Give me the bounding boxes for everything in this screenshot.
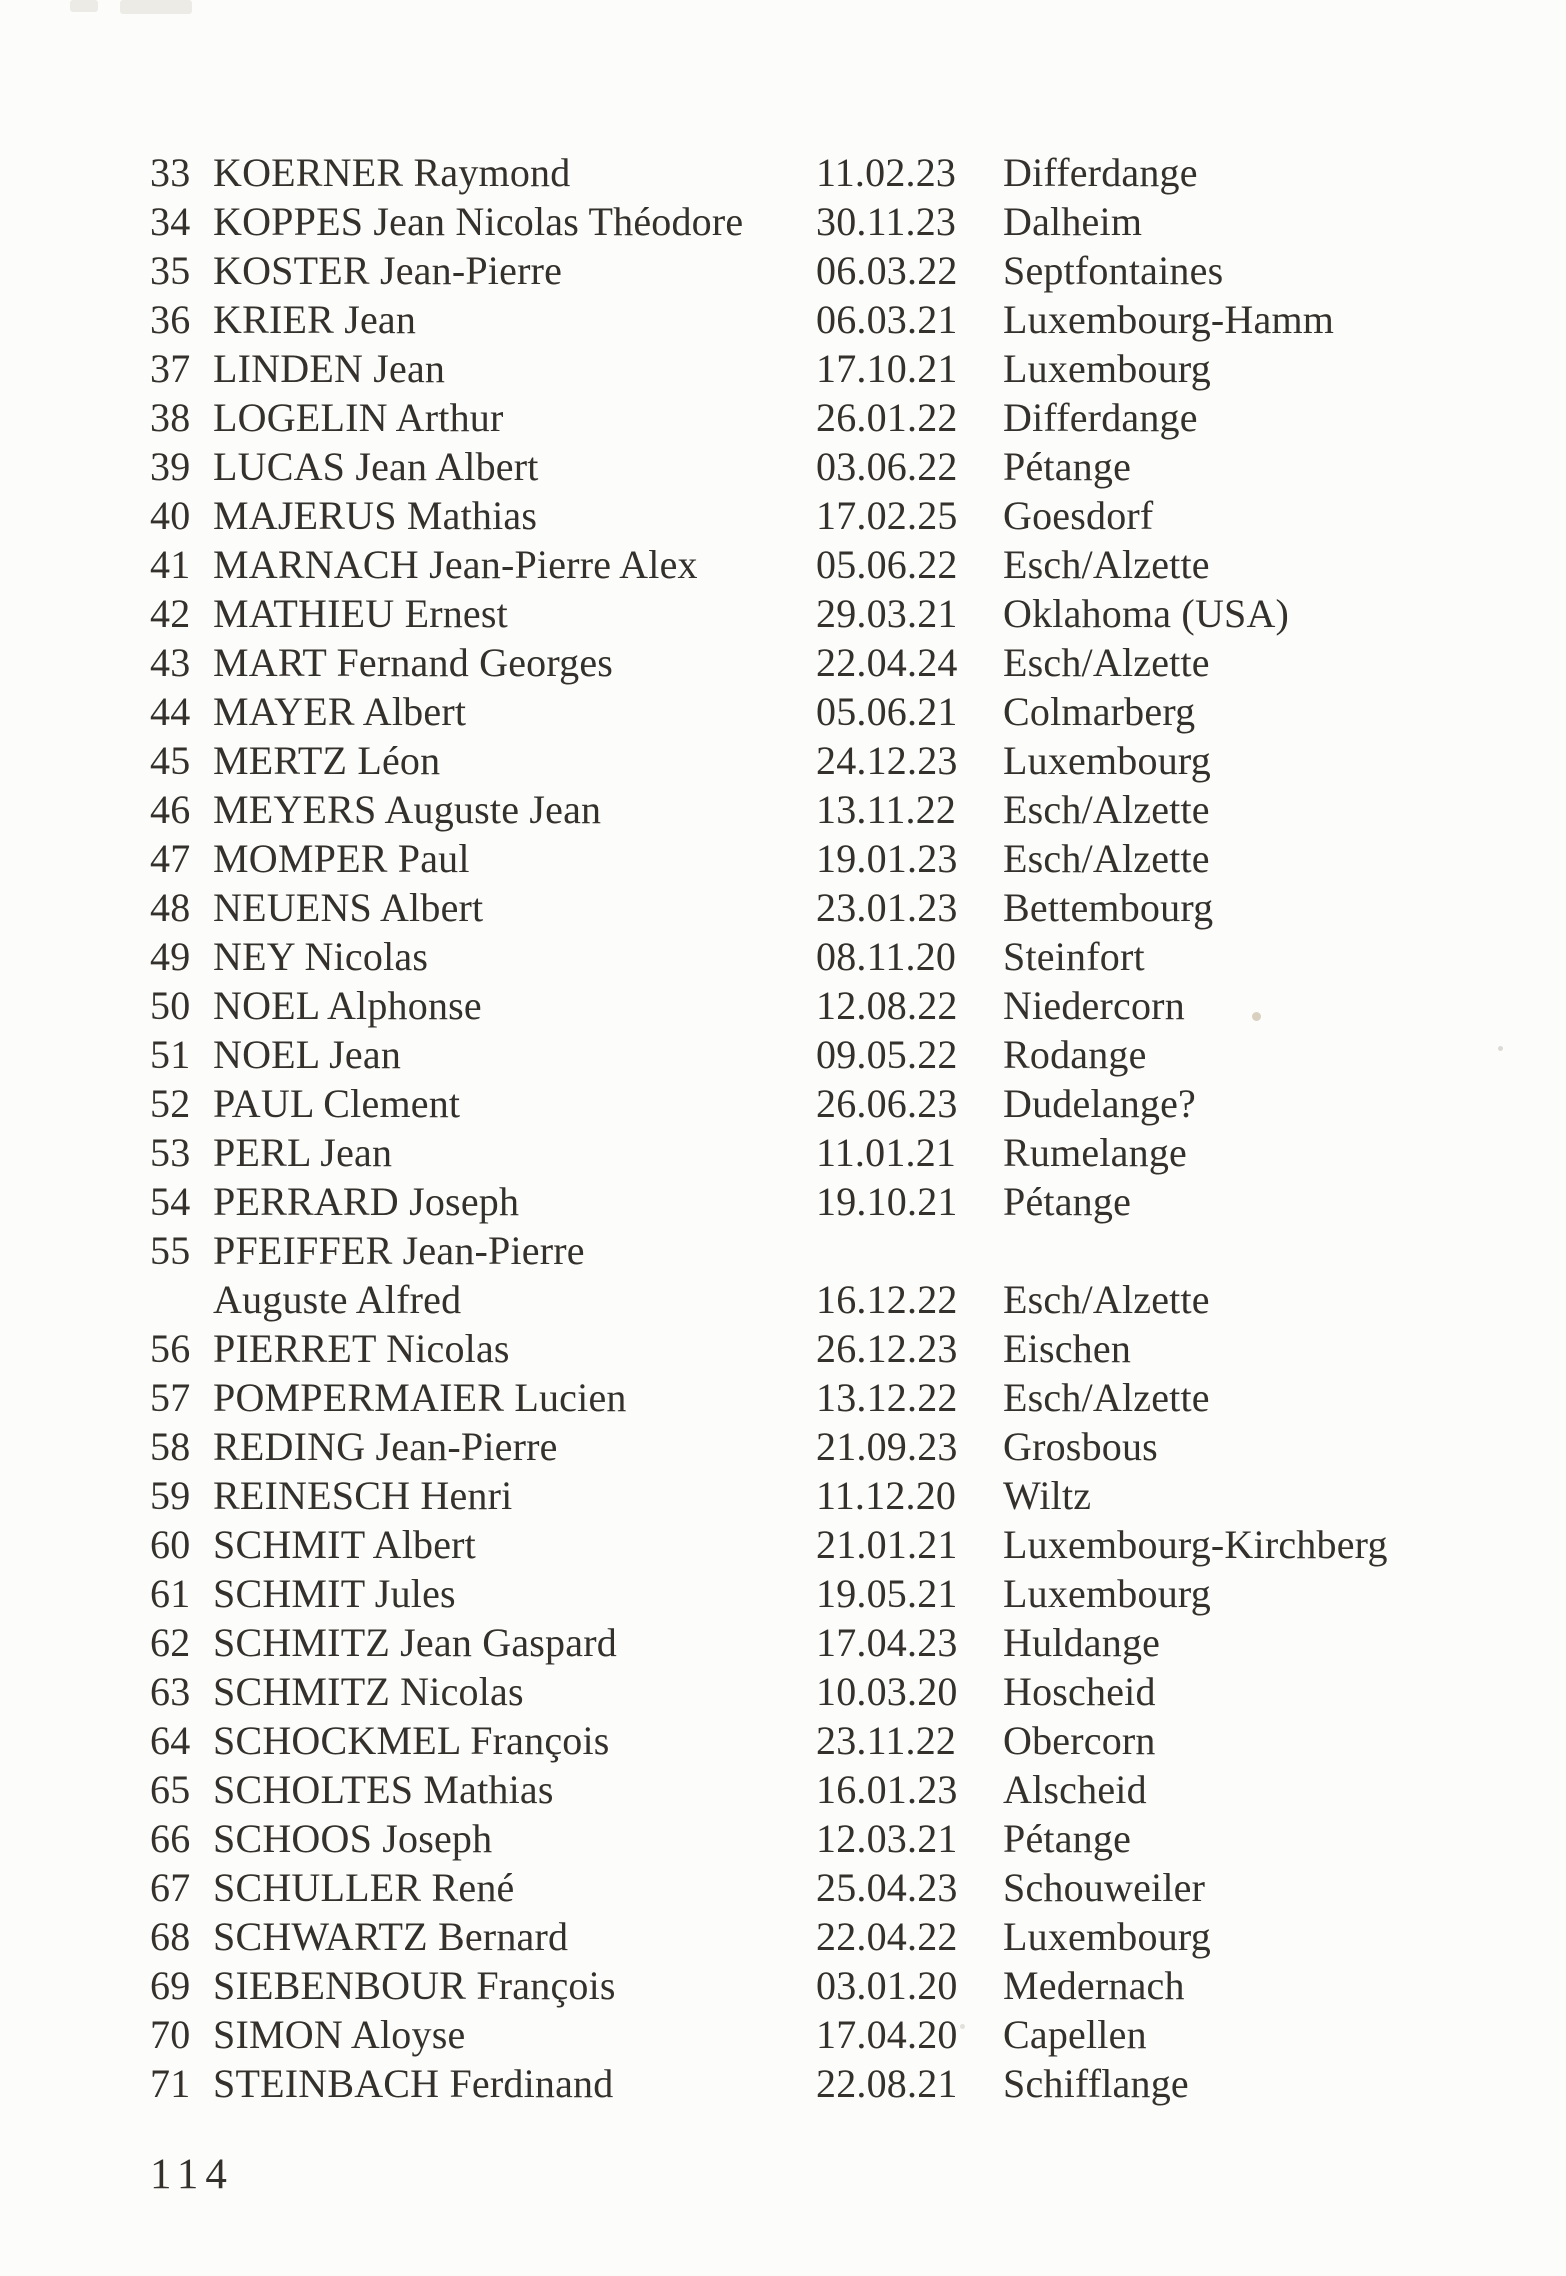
row-birth-date: 26.12.23 (816, 1326, 958, 1371)
row-birth-date: 11.12.20 (816, 1473, 957, 1518)
row-birth-date: 08.11.20 (816, 934, 957, 979)
row-birth-date: 06.03.21 (816, 297, 958, 342)
row-name: MART Fernand Georges (213, 640, 614, 685)
row-birth-place: Capellen (1003, 2012, 1147, 2057)
list-row (0, 1961, 1566, 2010)
row-birth-place: Esch/Alzette (1003, 542, 1210, 587)
row-birth-date: 22.04.24 (816, 640, 958, 685)
row-number: 39 (150, 444, 191, 489)
row-birth-place: Luxembourg-Hamm (1003, 297, 1335, 342)
row-birth-place: Luxembourg (1003, 738, 1211, 783)
list-row (0, 1618, 1566, 1667)
row-number: 66 (150, 1816, 191, 1861)
row-birth-date: 05.06.21 (816, 689, 958, 734)
row-birth-date: 13.12.22 (816, 1375, 958, 1420)
row-birth-date: 19.05.21 (816, 1571, 958, 1616)
row-birth-place: Esch/Alzette (1003, 640, 1210, 685)
row-name: KOSTER Jean-Pierre (213, 248, 563, 293)
list-row (0, 2059, 1566, 2108)
list-row (0, 1863, 1566, 1912)
row-birth-place: Pétange (1003, 444, 1132, 489)
row-number: 34 (150, 199, 191, 244)
row-birth-place: Luxembourg (1003, 1571, 1211, 1616)
row-name: PIERRET Nicolas (213, 1326, 510, 1371)
list-row (0, 1128, 1566, 1177)
row-name: SCHOCKMEL François (213, 1718, 610, 1763)
row-birth-place: Colmarberg (1003, 689, 1196, 734)
row-name: MEYERS Auguste Jean (213, 787, 602, 832)
row-birth-place: Luxembourg-Kirchberg (1003, 1522, 1388, 1567)
row-number: 57 (150, 1375, 191, 1420)
row-birth-date: 30.11.23 (816, 199, 957, 244)
row-birth-place: Grosbous (1003, 1424, 1158, 1469)
row-birth-date: 09.05.22 (816, 1032, 958, 1077)
row-number: 52 (150, 1081, 191, 1126)
list-row (0, 344, 1566, 393)
row-number: 51 (150, 1032, 191, 1077)
row-name: MARNACH Jean-Pierre Alex (213, 542, 698, 587)
row-name: MOMPER Paul (213, 836, 470, 881)
list-row (0, 1814, 1566, 1863)
row-name: MAYER Albert (213, 689, 467, 734)
list-row (0, 638, 1566, 687)
row-birth-date: 03.01.20 (816, 1963, 958, 2008)
row-number: 42 (150, 591, 191, 636)
row-birth-place: Alscheid (1003, 1767, 1147, 1812)
row-number: 35 (150, 248, 191, 293)
row-name: LOGELIN Arthur (213, 395, 504, 440)
row-birth-place: Wiltz (1003, 1473, 1092, 1518)
row-birth-place: Steinfort (1003, 934, 1145, 979)
list-row (0, 1324, 1566, 1373)
scan-smudge (120, 0, 192, 14)
list-row (0, 1765, 1566, 1814)
row-birth-date: 23.01.23 (816, 885, 958, 930)
row-number: 68 (150, 1914, 191, 1959)
list-row (0, 540, 1566, 589)
row-number: 33 (150, 150, 191, 195)
row-birth-place: Septfontaines (1003, 248, 1224, 293)
row-birth-date: 19.01.23 (816, 836, 958, 881)
row-number: 40 (150, 493, 191, 538)
list-row (0, 1226, 1566, 1275)
row-birth-place: Esch/Alzette (1003, 787, 1210, 832)
row-birth-place: Schouweiler (1003, 1865, 1206, 1910)
row-name: NOEL Jean (213, 1032, 402, 1077)
row-birth-place: Esch/Alzette (1003, 836, 1210, 881)
list-row (0, 1716, 1566, 1765)
row-birth-date: 05.06.22 (816, 542, 958, 587)
row-name: SCHWARTZ Bernard (213, 1914, 569, 1959)
row-birth-place: Rodange (1003, 1032, 1147, 1077)
row-birth-date: 29.03.21 (816, 591, 958, 636)
list-row (0, 1079, 1566, 1128)
list-row (0, 1912, 1566, 1961)
row-name: SCHULLER René (213, 1865, 515, 1910)
row-name: SIMON Aloyse (213, 2012, 466, 2057)
row-birth-place: Huldange (1003, 1620, 1161, 1665)
row-birth-place: Medernach (1003, 1963, 1185, 2008)
row-name: PERRARD Joseph (213, 1179, 520, 1224)
list-row (0, 1030, 1566, 1079)
row-birth-date: 11.01.21 (816, 1130, 957, 1175)
row-number: 54 (150, 1179, 191, 1224)
row-birth-date: 17.04.23 (816, 1620, 958, 1665)
row-name: NOEL Alphonse (213, 983, 482, 1028)
row-number: 63 (150, 1669, 191, 1714)
row-birth-date: 16.01.23 (816, 1767, 958, 1812)
list-row (0, 197, 1566, 246)
row-birth-date: 22.04.22 (816, 1914, 958, 1959)
row-birth-place: Dalheim (1003, 199, 1143, 244)
row-number: 45 (150, 738, 191, 783)
row-name: KOPPES Jean Nicolas Théodore (213, 199, 744, 244)
list-row (0, 736, 1566, 785)
name-list (0, 148, 1566, 2108)
row-number: 58 (150, 1424, 191, 1469)
row-birth-place: Oklahoma (USA) (1003, 591, 1290, 636)
row-birth-place: Esch/Alzette (1003, 1277, 1210, 1322)
row-birth-place: Goesdorf (1003, 493, 1154, 538)
row-birth-date: 19.10.21 (816, 1179, 958, 1224)
row-birth-place: Dudelange? (1003, 1081, 1197, 1126)
row-number: 53 (150, 1130, 191, 1175)
scan-smudge (70, 0, 98, 12)
row-name: PERL Jean (213, 1130, 393, 1175)
row-name: MAJERUS Mathias (213, 493, 538, 538)
row-name: PFEIFFER Jean-Pierre (213, 1228, 585, 1273)
list-row (0, 1373, 1566, 1422)
list-row (0, 932, 1566, 981)
row-name: SCHMITZ Jean Gaspard (213, 1620, 617, 1665)
row-birth-date: 26.06.23 (816, 1081, 958, 1126)
row-name: Auguste Alfred (213, 1277, 462, 1322)
list-row (0, 981, 1566, 1030)
row-birth-place: Luxembourg (1003, 1914, 1211, 1959)
row-name: MERTZ Léon (213, 738, 441, 783)
row-name: KOERNER Raymond (213, 150, 571, 195)
row-birth-date: 22.08.21 (816, 2061, 958, 2106)
row-birth-date: 26.01.22 (816, 395, 958, 440)
row-birth-place: Pétange (1003, 1179, 1132, 1224)
row-number: 38 (150, 395, 191, 440)
row-number: 46 (150, 787, 191, 832)
row-name: REDING Jean-Pierre (213, 1424, 558, 1469)
list-row (0, 246, 1566, 295)
row-birth-date: 11.02.23 (816, 150, 957, 195)
row-name: STEINBACH Ferdinand (213, 2061, 614, 2106)
row-name: SIEBENBOUR François (213, 1963, 616, 2008)
row-birth-date: 17.10.21 (816, 346, 958, 391)
row-number: 36 (150, 297, 191, 342)
list-row (0, 491, 1566, 540)
row-birth-place: Pétange (1003, 1816, 1132, 1861)
list-row (0, 1471, 1566, 1520)
list-row (0, 295, 1566, 344)
row-name: SCHOLTES Mathias (213, 1767, 554, 1812)
row-birth-date: 25.04.23 (816, 1865, 958, 1910)
row-number: 50 (150, 983, 191, 1028)
row-number: 65 (150, 1767, 191, 1812)
row-birth-place: Esch/Alzette (1003, 1375, 1210, 1420)
row-name: LINDEN Jean (213, 346, 446, 391)
row-number: 59 (150, 1473, 191, 1518)
row-number: 48 (150, 885, 191, 930)
list-row (0, 589, 1566, 638)
row-number: 71 (150, 2061, 191, 2106)
list-row (0, 883, 1566, 932)
row-birth-date: 12.08.22 (816, 983, 958, 1028)
row-number: 67 (150, 1865, 191, 1910)
row-number: 55 (150, 1228, 191, 1273)
row-name: POMPERMAIER Lucien (213, 1375, 627, 1420)
row-number: 69 (150, 1963, 191, 2008)
row-birth-place: Hoscheid (1003, 1669, 1156, 1714)
row-number: 56 (150, 1326, 191, 1371)
row-number: 47 (150, 836, 191, 881)
page-number: 114 (150, 2151, 234, 2198)
row-name: NEUENS Albert (213, 885, 484, 930)
row-birth-place: Niedercorn (1003, 983, 1185, 1028)
row-birth-date: 24.12.23 (816, 738, 958, 783)
row-birth-date: 21.01.21 (816, 1522, 958, 1567)
row-birth-place: Differdange (1003, 395, 1198, 440)
row-birth-place: Obercorn (1003, 1718, 1156, 1763)
row-birth-date: 17.04.20 (816, 2012, 958, 2057)
list-row (0, 1569, 1566, 1618)
row-birth-place: Differdange (1003, 150, 1198, 195)
row-name: SCHMIT Albert (213, 1522, 476, 1567)
list-row (0, 393, 1566, 442)
list-row (0, 2010, 1566, 2059)
row-name: PAUL Clement (213, 1081, 461, 1126)
row-birth-date: 13.11.22 (816, 787, 957, 832)
row-birth-date: 17.02.25 (816, 493, 958, 538)
row-birth-date: 12.03.21 (816, 1816, 958, 1861)
row-birth-date: 10.03.20 (816, 1669, 958, 1714)
row-number: 37 (150, 346, 191, 391)
row-birth-place: Schifflange (1003, 2061, 1189, 2106)
list-row (0, 687, 1566, 736)
list-row (0, 1275, 1566, 1324)
row-name: KRIER Jean (213, 297, 417, 342)
row-number: 60 (150, 1522, 191, 1567)
row-number: 44 (150, 689, 191, 734)
row-name: LUCAS Jean Albert (213, 444, 539, 489)
list-row (0, 1422, 1566, 1471)
row-birth-date: 16.12.22 (816, 1277, 958, 1322)
list-row (0, 785, 1566, 834)
row-birth-date: 03.06.22 (816, 444, 958, 489)
row-name: REINESCH Henri (213, 1473, 513, 1518)
list-row (0, 442, 1566, 491)
row-number: 43 (150, 640, 191, 685)
list-row (0, 148, 1566, 197)
row-birth-place: Luxembourg (1003, 346, 1211, 391)
row-birth-place: Eischen (1003, 1326, 1132, 1371)
row-birth-date: 23.11.22 (816, 1718, 957, 1763)
row-number: 49 (150, 934, 191, 979)
row-birth-place: Rumelange (1003, 1130, 1187, 1175)
list-row (0, 834, 1566, 883)
list-row (0, 1667, 1566, 1716)
row-number: 61 (150, 1571, 191, 1616)
row-birth-place: Bettembourg (1003, 885, 1214, 930)
row-number: 70 (150, 2012, 191, 2057)
row-name: SCHMITZ Nicolas (213, 1669, 524, 1714)
row-name: MATHIEU Ernest (213, 591, 508, 636)
row-name: NEY Nicolas (213, 934, 429, 979)
row-birth-date: 06.03.22 (816, 248, 958, 293)
row-number: 64 (150, 1718, 191, 1763)
list-row (0, 1520, 1566, 1569)
row-name: SCHOOS Joseph (213, 1816, 493, 1861)
list-row (0, 1177, 1566, 1226)
row-birth-date: 21.09.23 (816, 1424, 958, 1469)
row-name: SCHMIT Jules (213, 1571, 456, 1616)
row-number: 62 (150, 1620, 191, 1665)
row-number: 41 (150, 542, 191, 587)
